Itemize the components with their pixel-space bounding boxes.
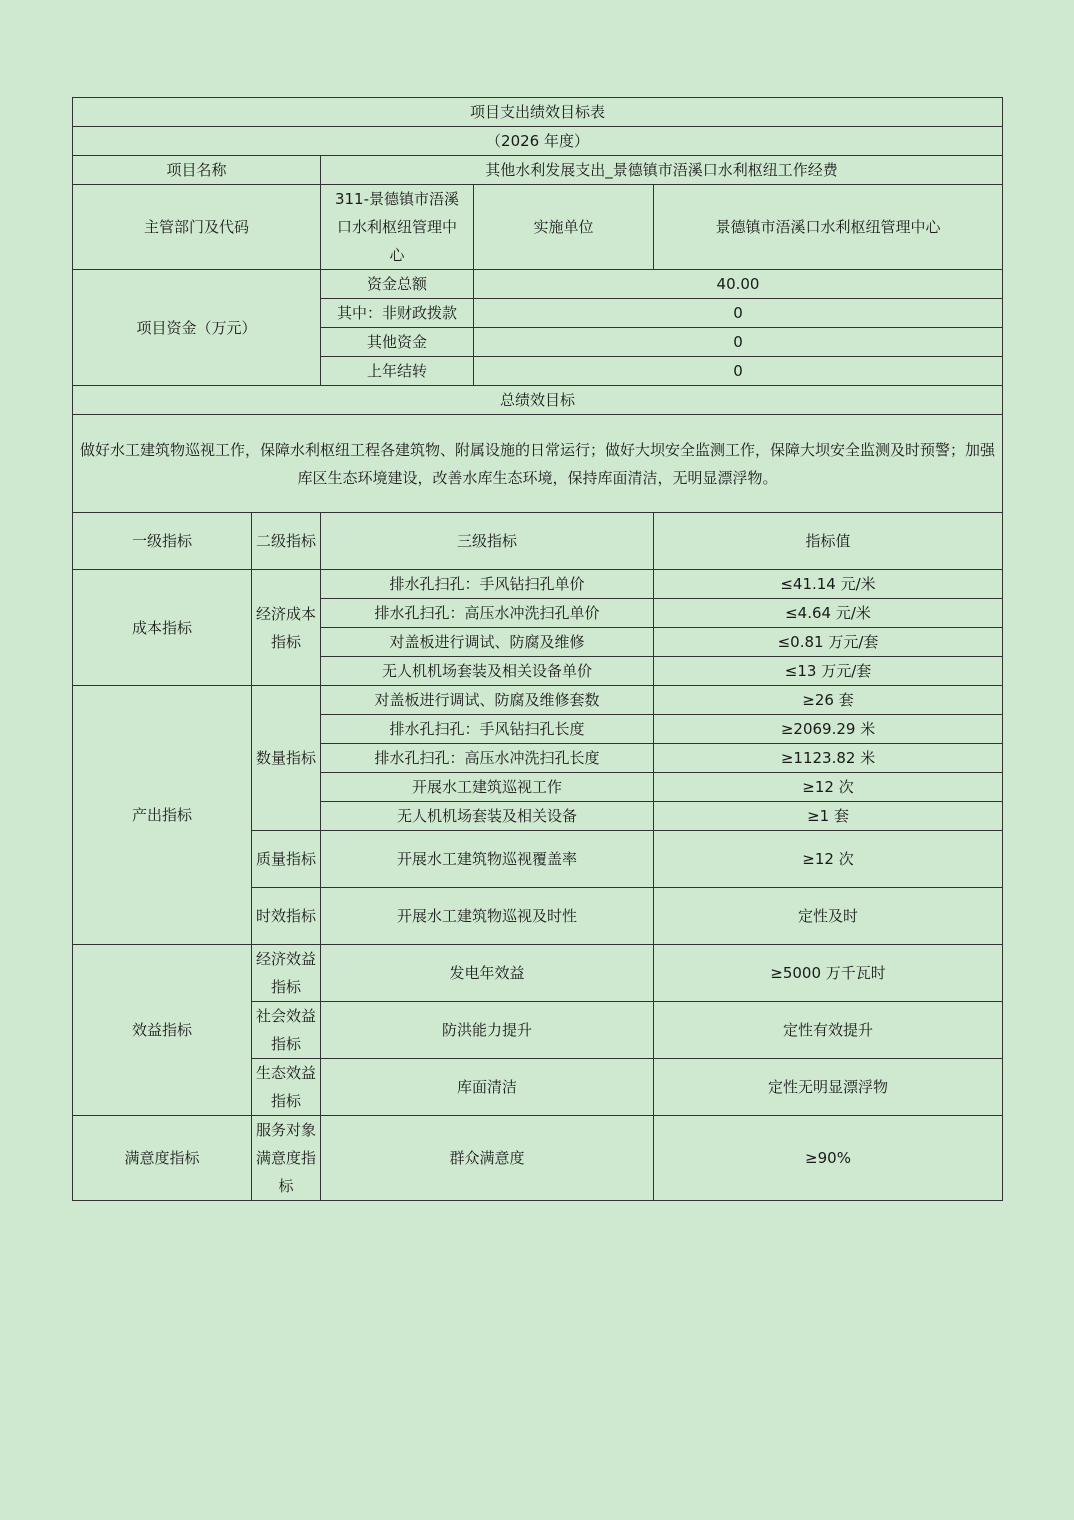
- satisfaction-level1: 满意度指标: [73, 1116, 252, 1201]
- cost-item-value: ≤13 万元/套: [654, 657, 1003, 686]
- output-quality-value: ≥12 次: [654, 831, 1003, 888]
- benefit-economic-value: ≥5000 万千瓦时: [654, 945, 1003, 1002]
- benefit-social-name: 防洪能力提升: [321, 1002, 654, 1059]
- project-name-value: 其他水利发展支出_景德镇市浯溪口水利枢纽工作经费: [321, 156, 1003, 185]
- output-quality-name: 开展水工建筑物巡视覆盖率: [321, 831, 654, 888]
- funds-carryover-label: 上年结转: [321, 357, 474, 386]
- performance-target-table: [72, 97, 1003, 1201]
- output-timeliness-value: 定性及时: [654, 888, 1003, 945]
- satisfaction-name: 群众满意度: [321, 1116, 654, 1201]
- benefit-social-level2: 社会效益指标: [252, 1002, 321, 1059]
- output-item-name: 对盖板进行调试、防腐及维修套数: [321, 686, 654, 715]
- output-item-value: ≥1123.82 米: [654, 744, 1003, 773]
- overall-goal-label: 总绩效目标: [73, 386, 1003, 415]
- cost-item-name: 对盖板进行调试、防腐及维修: [321, 628, 654, 657]
- funds-carryover-value: 0: [474, 357, 1003, 386]
- funds-total-value: 40.00: [474, 270, 1003, 299]
- satisfaction-level2: 服务对象满意度指标: [252, 1116, 321, 1201]
- output-timeliness-level2: 时效指标: [252, 888, 321, 945]
- benefit-ecological-value: 定性无明显漂浮物: [654, 1059, 1003, 1116]
- overall-goal-text: 做好水工建筑物巡视工作，保障水利枢纽工程各建筑物、附属设施的日常运行；做好大坝安全监测工作，保障大坝安全监测及时预警；加强库区生态环境建设，改善水库生态环境，保持库面清洁，无明显漂浮物。: [73, 415, 1003, 513]
- cost-item-name: 排水孔扫孔：手风钻扫孔单价: [321, 570, 654, 599]
- department-value: 311-景德镇市浯溪口水利枢纽管理中心: [321, 185, 474, 270]
- implementing-unit-label: 实施单位: [474, 185, 654, 270]
- benefit-level1: 效益指标: [73, 945, 252, 1116]
- output-item-value: ≥26 套: [654, 686, 1003, 715]
- output-quality-level2: 质量指标: [252, 831, 321, 888]
- funds-other-label: 其他资金: [321, 328, 474, 357]
- implementing-unit-value: 景德镇市浯溪口水利枢纽管理中心: [654, 185, 1003, 270]
- benefit-economic-name: 发电年效益: [321, 945, 654, 1002]
- output-item-name: 排水孔扫孔：高压水冲洗扫孔长度: [321, 744, 654, 773]
- benefit-social-value: 定性有效提升: [654, 1002, 1003, 1059]
- header-level2: 二级指标: [252, 513, 321, 570]
- output-item-name: 排水孔扫孔：手风钻扫孔长度: [321, 715, 654, 744]
- output-quantity-level2: 数量指标: [252, 686, 321, 831]
- funds-label: 项目资金（万元）: [73, 270, 321, 386]
- cost-item-value: ≤4.64 元/米: [654, 599, 1003, 628]
- output-item-name: 无人机机场套装及相关设备: [321, 802, 654, 831]
- funds-nonfiscal-value: 0: [474, 299, 1003, 328]
- output-level1: 产出指标: [73, 686, 252, 945]
- output-item-value: ≥2069.29 米: [654, 715, 1003, 744]
- header-level1: 一级指标: [73, 513, 252, 570]
- cost-item-value: ≤0.81 万元/套: [654, 628, 1003, 657]
- cost-level2: 经济成本指标: [252, 570, 321, 686]
- table-year: （2026 年度）: [73, 127, 1003, 156]
- header-level3: 三级指标: [321, 513, 654, 570]
- cost-item-name: 排水孔扫孔：高压水冲洗扫孔单价: [321, 599, 654, 628]
- funds-nonfiscal-label: 其中：非财政拨款: [321, 299, 474, 328]
- cost-item-name: 无人机机场套装及相关设备单价: [321, 657, 654, 686]
- output-item-value: ≥1 套: [654, 802, 1003, 831]
- funds-total-label: 资金总额: [321, 270, 474, 299]
- cost-level1: 成本指标: [73, 570, 252, 686]
- satisfaction-value: ≥90%: [654, 1116, 1003, 1201]
- department-label: 主管部门及代码: [73, 185, 321, 270]
- output-item-value: ≥12 次: [654, 773, 1003, 802]
- header-value: 指标值: [654, 513, 1003, 570]
- output-timeliness-name: 开展水工建筑物巡视及时性: [321, 888, 654, 945]
- cost-item-value: ≤41.14 元/米: [654, 570, 1003, 599]
- funds-other-value: 0: [474, 328, 1003, 357]
- benefit-ecological-level2: 生态效益指标: [252, 1059, 321, 1116]
- benefit-ecological-name: 库面清洁: [321, 1059, 654, 1116]
- benefit-economic-level2: 经济效益指标: [252, 945, 321, 1002]
- output-item-name: 开展水工建筑巡视工作: [321, 773, 654, 802]
- table-title: 项目支出绩效目标表: [73, 98, 1003, 127]
- project-name-label: 项目名称: [73, 156, 321, 185]
